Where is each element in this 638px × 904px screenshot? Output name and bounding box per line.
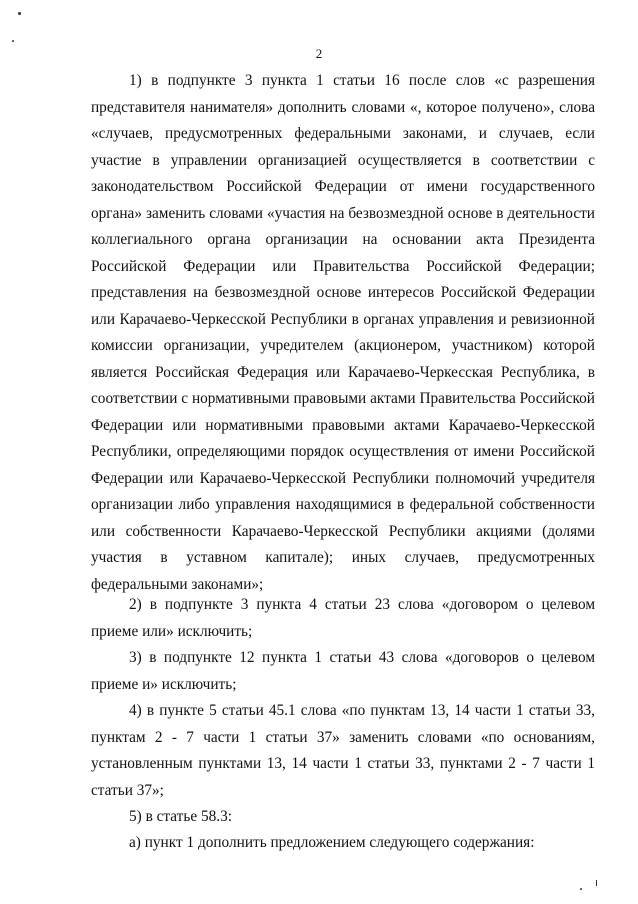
scan-speck [580, 888, 582, 890]
paragraph-item-4: 4) в пункте 5 статьи 45.1 слова «по пунктам 13, 14 части 1 статьи 33, пунктам 2 - 7 части 1 статьи 37» заменить словами «по основаниям, установленным пунктами 13, 14 части 1 статьи 33, пунктами 2 - 7 части 1 статьи 37»; [91, 702, 595, 799]
paragraph-item-5: 5) в статье 58.3: [129, 808, 232, 825]
page-number: 2 [315, 46, 323, 61]
scan-speck [12, 40, 14, 42]
paragraph-item-2: 2) в подпункте 3 пункта 4 статьи 23 слова «договором о целевом приеме или» исключить; [91, 596, 595, 640]
paragraph-item-3: 3) в подпункте 12 пункта 1 статьи 43 слова «договоров о целевом приеме и» исключить; [91, 649, 595, 693]
paragraph-sub-item-a: а) пункт 1 дополнить предложением следующего содержания: [129, 834, 535, 851]
scan-speck [18, 12, 21, 15]
paragraph-item-1: 1) в подпункте 3 пункта 1 статьи 16 после слов «с разрешения представителя нанимателя» дополнить словами «, которое получено», слова «случаев, предусмотренных федеральными законами, и случаев, если участие в управлении организацией осуществляется в соответствии с законодательством Российской Федерации от имени государственного органа» заменить словами «участия на безвозмездной основе в деятельности коллегиального органа организации на основании акта Президента Российской Федерации или Правительства Российской Федерации; представления на безвозмездной основе интересов Российской Федерации или Карачаево-Черкесской Республики в органах управления и ревизионной комиссии организации, учредителем (акционером, участником) которой является Российская Федерация или Карачаево-Черкесская Республика, в соответствии с нормативными правовыми актами Правительства Российской Федерации или нормативными правовыми актами Карачаево-Черкесской Республики, определяющими порядок осуществления от имени Российской Федерации или Карачаево-Черкесской Республики полномочий учредителя организации либо управления находящимися в федеральной собственности или собственности Карачаево-Черкесской Республики акциями (долями участия в уставном капитале); иных случаев, предусмотренных федеральными законами»; [91, 72, 595, 593]
scan-speck [596, 880, 597, 886]
